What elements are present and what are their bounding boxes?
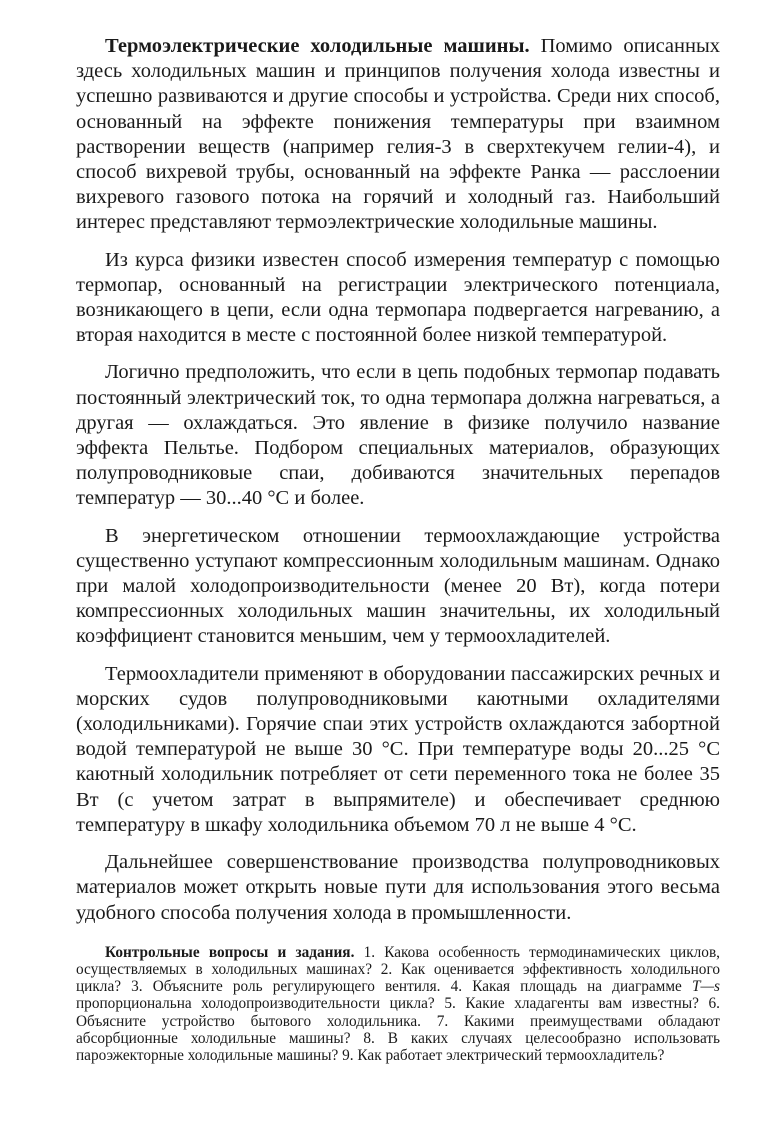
paragraph-energy: В энергетическом отношении термоохлаждающие устройства существенно уступают компрессионным холодильным машинам. Однако при малой холодопроизводительности (менее 20 Вт), когда потери компрессионных холодильных машин значительны, их холодильный коэффициент становится меньшим, чем у термоохладителей. bbox=[76, 524, 720, 648]
section-heading: Термоэлектрические холодильные машины. bbox=[105, 35, 530, 57]
document-page bbox=[76, 34, 720, 1079]
questions-text-1: 1. Какова особенность термодинамических циклов, осуществляемых в холодильных машинах? 2. Как оценивается эффективность холодильного цикла? 3. Объясните роль регулирующего вентиля. 4. Какая площадь на диаграмме bbox=[76, 943, 720, 996]
intro-text: Помимо описанных здесь холодильных машин и принципов получения холода известны и успешно развиваются и другие способы и устройства. Среди них способ, основанный на эффекте понижения температуры при взаимном растворении веществ (например гелия-3 в сверхтекучем гелии-4), и способ вихревой трубы, основанный на эффекте Ранка — расслоении вихревого газового потока на горячий и холодный газ. Наибольший интерес представляют термоэлектрические холодильные машины. bbox=[76, 35, 720, 234]
review-questions bbox=[76, 944, 720, 1064]
paragraph-peltier: Логично предположить, что если в цепь подобных термопар подавать постоянный электрический ток, то одна термопара должна нагреваться, а другая — охлаждаться. Это явление в физике получило название эффекта Пельтье. Подбором специальных материалов, образующих полупроводниковые спаи, добиваются значительных перепадов температур — 30...40 °С и более. bbox=[76, 361, 720, 510]
intro-paragraph bbox=[76, 34, 720, 236]
paragraph-thermocouples: Из курса физики известен способ измерения температур с помощью термопар, основанный на регистрации электрического потенциала, возникающего в цепи, если одна термопара подвергается нагреванию, а вторая находится в месте с постоянной более низкой температурой. bbox=[76, 248, 720, 347]
paragraph-ships: Термоохладители применяют в оборудовании пассажирских речных и морских судов полупроводниковыми каютными охладителями (холодильниками). Горячие спаи этих устройств охлаждаются забортной водой температурой не выше 30 °С. При температуре воды 20...25 °С каютный холодильник потребляет от сети переменного тока не более 35 Вт (с учетом затрат в выпрямителе) и обеспечивает среднюю температуру в шкафу холодильника объемом 70 л не выше 4 °С. bbox=[76, 662, 720, 836]
paragraph-future: Дальнейшее совершенствование производства полупроводниковых материалов может открыть новые пути для использования этого весьма удобного способа получения холода в промышленности. bbox=[76, 851, 720, 924]
questions-text-2: пропорциональна холодопроизводительности цикла? 5. Какие хладагенты вам известны? 6. Объясните устройство бытового холодильника. 7. Какими преимуществами обладают абсорбционные холодильные машины? 8. В каких случаях целесообразно использовать пароэжекторные холодильные машины? 9. Как работает электрический термоохладитель? bbox=[76, 995, 720, 1064]
questions-heading: Контрольные вопросы и задания. bbox=[105, 943, 355, 961]
questions-variable: T—s bbox=[691, 978, 720, 996]
